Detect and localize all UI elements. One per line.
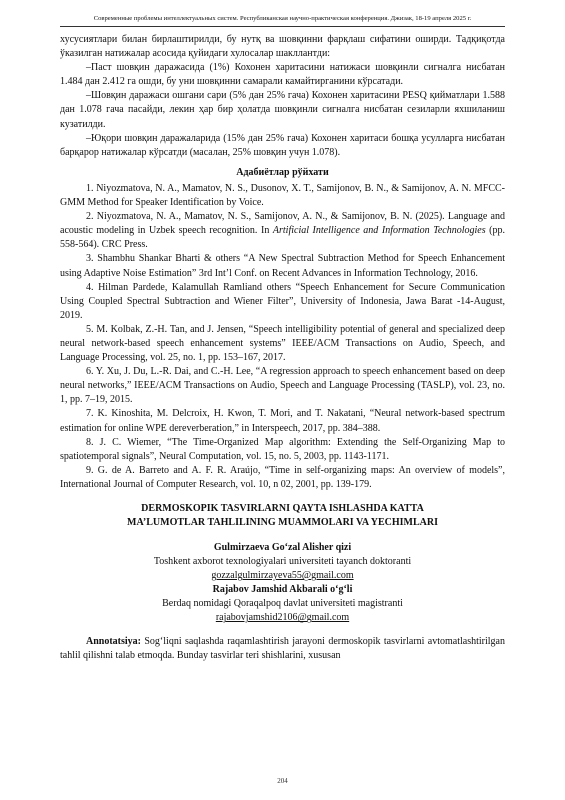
abstract-text: Sog‘liqni saqlashda raqamlashtirish jarayoni dermoskopik tasvirlarni avtomatlashtirilgan tahlil qilishni talab etmoqda. Bunday tasvirlar teri shishlarini, xususan: [60, 635, 505, 661]
author-email-link[interactable]: gozzalgulmirzayeva55@gmail.com: [211, 570, 354, 582]
reference-item: [60, 365, 505, 407]
reference-item: [60, 252, 505, 280]
reference-text: 2. Niyozmatova, N. A., Mamatov, N. S., Samijonov, A. N., & Samijonov, B. N. (2025). Language and acoustic modeling in Uzbek speech recognition. In: [60, 211, 505, 237]
reference-text: 1. Niyozmatova, N. A., Mamatov, N. S., Dusonov, X. T., Samijonov, B. N., & Samijonov, A. N. MFCC-GMM Method for Speaker Identification by Voice.: [60, 182, 505, 209]
reference-text: 5. M. Kolbak, Z.-H. Tan, and J. Jensen, “Speech intelligibility potential of general and specialized deep neural network-based speech enhancement systems” IEEE/ACM Transactions on Audio, Speech, and Language Processing, vol. 25, no. 1, pp. 153–167, 2017.: [60, 323, 505, 364]
article-title: [60, 502, 505, 530]
reference-text-tail: (pp. 558-564). CRC Press.: [60, 225, 505, 251]
article-title-line: MA’LUMOTLAR TAHLILINING MUAMMOLARI VA YECHIMLARI: [127, 517, 438, 528]
reference-item: [60, 210, 505, 252]
authors-block: [60, 541, 505, 626]
reference-text: 7. K. Kinoshita, M. Delcroix, H. Kwon, T. Mori, and T. Nakatani, “Neural network-based spectrum estimation for online WPE dereverberation,” in Interspeech, 2017, pp. 384–388.: [60, 408, 505, 434]
article-title-line: DERMOSKOPIK TASVIRLARNI QAYTA ISHLASHDA KATTA: [141, 503, 424, 514]
author-name: Gulmirzaeva Go‘zal Alisher qizi: [213, 542, 352, 553]
reference-item: [60, 436, 505, 464]
author-name: Rajabov Jamshid Akbarali o‘g‘li: [212, 584, 353, 596]
reference-item: [60, 464, 505, 492]
intro-paragraph: –Шовқин даражаси ошгани сари (5% дан 25% гача) Кохонен харитасини PESQ қийматлари 1.588 дан 1.078 гача пасайди, лекин ҳар бир ҳолатда шовқинли сигналга нисбатан сезиларли яхшиланиш кузатилди.: [60, 90, 505, 130]
author-affiliation: Berdaq nomidagi Qoraqalpoq davlat universiteti magistranti: [162, 598, 403, 610]
reference-text: 6. Y. Xu, J. Du, L.-R. Dai, and C.-H. Lee, “A regression approach to speech enhancement based on deep neural networks,” IEEE/ACM Transactions on Audio, Speech and Language Processing (TASLP), vol. 23, no. 1, pp. 7–19, 2015.: [60, 366, 505, 406]
reference-text: 4. Hilman Pardede, Kalamullah Ramliand others “Speech Enhancement for Secure Communication Using Coupled Spectral Subtraction and Wiener Filter”, University of Indonesia, Jawa Barat -14-August, 2019.: [60, 281, 505, 321]
reference-text: 3. Shambhu Shankar Bharti & others “A New Spectral Subtraction Method for Speech Enhancement using Adaptive Noise Estimation” 3rd Int’l Conf. on Recent Advances in Information Technology, 2016.: [60, 253, 505, 279]
reference-item: [60, 182, 505, 210]
reference-italic-title: Artificial Intelligence and Information Technologies: [272, 225, 486, 237]
reference-item: [60, 407, 505, 435]
running-header: Современные проблемы интеллектуальных систем. Республиканская научно-практическая конференция. Джизак, 18-19 апреля 2025 г.: [60, 14, 505, 27]
reference-text: 8. J. C. Wiemer, “The Time-Organized Map algorithm: Extending the Self-Organizing Map to spatiotemporal signals”, Neural Computation, vol. 15, no. 5, 2003, pp. 1143-1171.: [60, 436, 505, 462]
author-email-link[interactable]: rajabovjamshid2106@gmail.com: [215, 612, 350, 624]
references-list: [60, 182, 505, 492]
reference-text: 9. G. de A. Barreto and A. F. R. Araújo, “Time in self-organizing maps: An overview of models”, International Journal of Computer Research, vol. 10, n 02, 2001, pp. 139-179.: [60, 464, 505, 490]
reference-item: [60, 323, 505, 365]
page-number: 204: [277, 776, 288, 785]
intro-paragraph: хусусиятлари билан бирлаштирилди, бу нутқ ва шовқинни фарқлаш сифатини оширди. Тадқиқотда ўказилган натижалар асосида қуйидаги хулосалар шакллантди:: [60, 34, 505, 60]
intro-section: [60, 33, 505, 160]
abstract-paragraph: [60, 635, 505, 663]
intro-paragraph: –Паст шовқин даражасида (1%) Кохонен харитасини натижаси шовқинли сигналга нисбатан 1.484 дан 2.412 га ошди, бу уни шовқинни самарали камайтирганини кўрсатади.: [60, 62, 505, 88]
abstract-label: Annotatsiya:: [86, 635, 142, 647]
intro-paragraph: –Юқори шовқин даражаларида (15% дан 25% гача) Кохонен харитаси бошқа усулларга нисбатан барқарор натижалар кўрсатди (масалан, 25% шовқин учун 1.078).: [60, 132, 505, 158]
author-affiliation: Toshkent axborot texnologiyalari universiteti tayanch doktoranti: [153, 556, 412, 568]
reference-item: [60, 281, 505, 323]
references-heading: Адабиётлар рўйхати: [236, 166, 329, 178]
